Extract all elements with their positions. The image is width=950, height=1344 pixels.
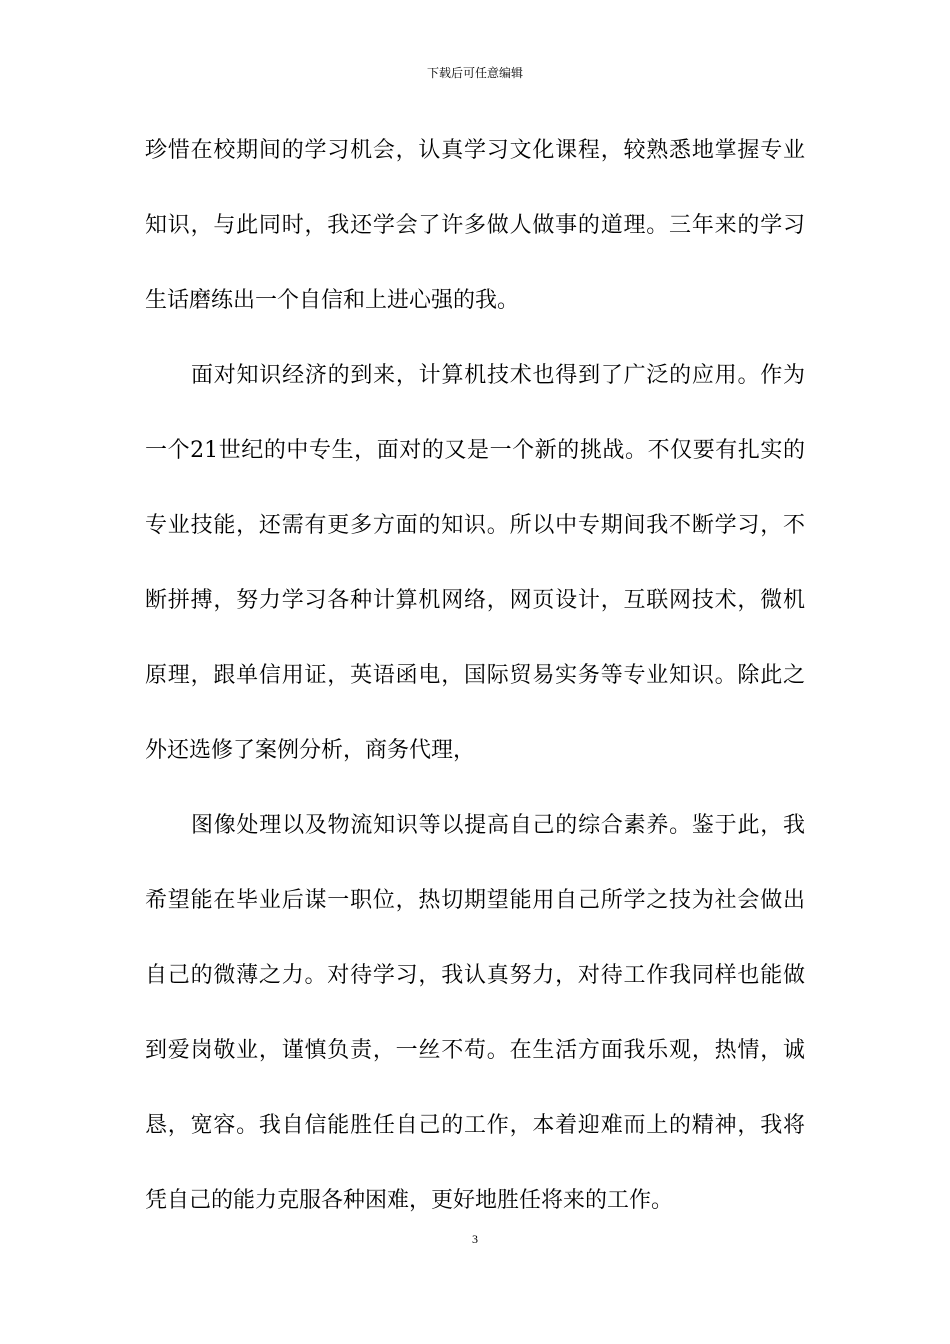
page-header: 下载后可任意编辑 bbox=[426, 66, 523, 80]
text-line: 外还选修了案例分析，商务代理， bbox=[145, 738, 476, 763]
text-line: 凭自己的能力克服各种困难，更好地胜任将来的工作。 bbox=[145, 1188, 674, 1213]
text-line: 专业技能，还需有更多方面的知识。所以中专期间我不断学习，不 bbox=[145, 513, 805, 538]
text-line: 自己的微薄之力。对待学习，我认真努力，对待工作我同样也能做 bbox=[145, 963, 805, 988]
page-number: 3 bbox=[472, 1232, 478, 1246]
text-line: 断拼搏，努力学习各种计算机网络，网页设计，互联网技术，微机 bbox=[145, 588, 805, 613]
text-line: 面对知识经济的到来，计算机技术也得到了广泛的应用。作为 bbox=[191, 363, 805, 388]
text-line: 希望能在毕业后谋一职位，热切期望能用自己所学之技为社会做出 bbox=[145, 888, 805, 913]
text-line: 生话磨练出一个自信和上进心强的我。 bbox=[145, 288, 520, 313]
text-line: 珍惜在校期间的学习机会，认真学习文化课程，较熟悉地掌握专业 bbox=[145, 138, 805, 163]
text-line: 一个21世纪的中专生，面对的又是一个新的挑战。不仅要有扎实的 bbox=[145, 438, 805, 463]
text-line: 到爱岗敬业，谨慎负责，一丝不苟。在生活方面我乐观，热情，诚 bbox=[145, 1038, 805, 1063]
text-line: 图像处理以及物流知识等以提高自己的综合素养。鉴于此，我 bbox=[191, 813, 805, 838]
text-line: 恳，宽容。我自信能胜任自己的工作，本着迎难而上的精神，我将 bbox=[145, 1113, 805, 1138]
text-line: 原理，跟单信用证，英语函电，国际贸易实务等专业知识。除此之 bbox=[145, 663, 805, 688]
text-line: 知识，与此同时，我还学会了许多做人做事的道理。三年来的学习 bbox=[145, 213, 805, 238]
